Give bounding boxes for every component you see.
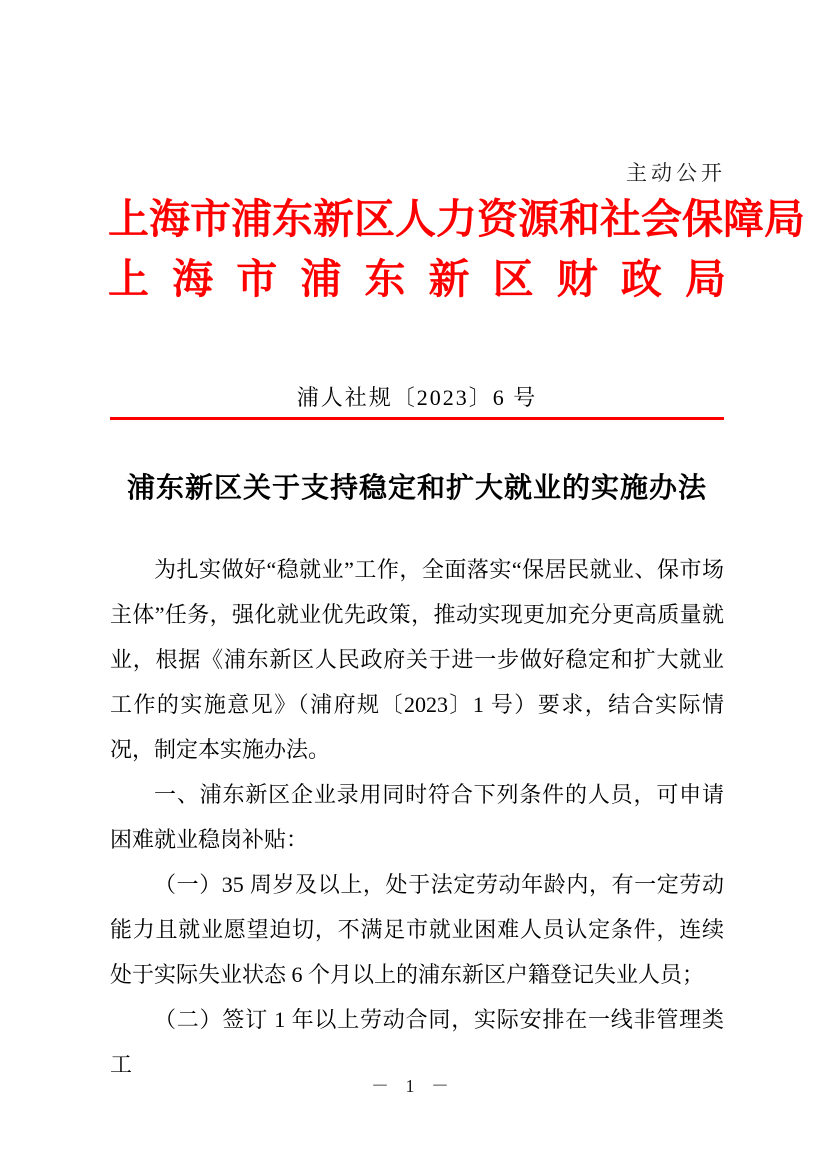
issuing-org-primary: 上海市浦东新区人力资源和社会保障局 bbox=[108, 196, 805, 242]
disclosure-label: 主动公开 bbox=[626, 161, 726, 185]
issuing-org-secondary: 上海市浦东新区财政局 bbox=[108, 256, 726, 302]
paragraph-intro: 为扎实做好“稳就业”工作，全面落实“保居民就业、保市场主体”任务，强化就业优先政策，推动实现更加充分更高质量就业，根据《浦东新区人民政府关于进一步做好稳定和扩大就业工作的实施意见》（浦府规〔2023〕1 号）要求，结合实际情况，制定本实施办法。 bbox=[110, 557, 724, 762]
document-title: 浦东新区关于支持稳定和扩大就业的实施办法 bbox=[126, 473, 707, 504]
document-number: 浦人社规〔2023〕6 号 bbox=[296, 385, 538, 410]
paragraph-item-2: （二）签订 1 年以上劳动合同，实际安排在一线非管理类工 bbox=[110, 1007, 724, 1077]
document-body bbox=[110, 547, 724, 1087]
paragraph-item-1: （一）35 周岁及以上，处于法定劳动年龄内，有一定劳动能力且就业愿望迫切，不满足市就业困难人员认定条件，连续处于实际失业状态 6 个月以上的浦东新区户籍登记失业人员； bbox=[110, 872, 724, 987]
paragraph-article-1: 一、浦东新区企业录用同时符合下列条件的人员，可申请困难就业稳岗补贴： bbox=[110, 782, 724, 852]
letterhead bbox=[108, 193, 805, 305]
page-number: － 1 － bbox=[371, 1076, 455, 1096]
red-divider-rule bbox=[110, 417, 724, 420]
